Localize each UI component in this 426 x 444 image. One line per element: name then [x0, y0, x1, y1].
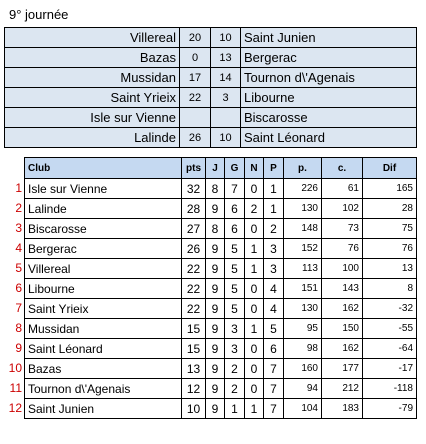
points-against-cell: 100 — [322, 259, 363, 279]
points-for-cell: 130 — [284, 199, 322, 219]
team-name: Mussidan — [25, 319, 182, 339]
match-away-team: Saint Léonard — [241, 128, 417, 148]
won-cell: 5 — [225, 259, 245, 279]
won-cell: 5 — [225, 279, 245, 299]
points-for-cell: 98 — [284, 339, 322, 359]
points-against-cell: 162 — [322, 299, 363, 319]
played-cell: 9 — [206, 279, 225, 299]
match-away-team: Saint Junien — [241, 28, 417, 48]
lost-cell: 7 — [264, 399, 284, 419]
points-cell: 12 — [182, 379, 206, 399]
drawn-cell: 1 — [245, 259, 264, 279]
won-cell: 7 — [225, 179, 245, 199]
difference-cell: -64 — [363, 339, 417, 359]
team-name: Isle sur Vienne — [25, 179, 182, 199]
points-cell: 22 — [182, 299, 206, 319]
match-row — [5, 68, 417, 88]
rank-number: 8 — [15, 321, 22, 335]
played-cell: 9 — [206, 319, 225, 339]
points-for-cell: 152 — [284, 239, 322, 259]
match-away-team: Tournon d\'Agenais — [241, 68, 417, 88]
match-home-score: 26 — [180, 128, 211, 148]
match-row — [5, 28, 417, 48]
team-name: Saint Yrieix — [25, 299, 182, 319]
played-cell: 9 — [206, 259, 225, 279]
lost-cell: 6 — [264, 339, 284, 359]
match-away-score: 10 — [211, 28, 241, 48]
played-cell: 8 — [206, 179, 225, 199]
points-against-cell: 143 — [322, 279, 363, 299]
points-for-cell: 226 — [284, 179, 322, 199]
drawn-cell: 1 — [245, 319, 264, 339]
won-cell: 2 — [225, 379, 245, 399]
points-against-cell: 212 — [322, 379, 363, 399]
played-cell: 9 — [206, 399, 225, 419]
points-against-cell: 76 — [322, 239, 363, 259]
rank-number: 7 — [15, 301, 22, 315]
points-against-cell: 102 — [322, 199, 363, 219]
team-name: Saint Léonard — [25, 339, 182, 359]
match-row — [5, 128, 417, 148]
lost-cell: 4 — [264, 279, 284, 299]
difference-cell: 75 — [363, 219, 417, 239]
match-away-score: 3 — [211, 88, 241, 108]
lost-cell: 7 — [264, 379, 284, 399]
points-against-cell: 73 — [322, 219, 363, 239]
difference-cell: -55 — [363, 319, 417, 339]
lost-cell: 1 — [264, 179, 284, 199]
points-for-cell: 104 — [284, 399, 322, 419]
points-cell: 27 — [182, 219, 206, 239]
points-cell: 13 — [182, 359, 206, 379]
standings-row — [25, 219, 417, 239]
rank-column — [4, 178, 22, 418]
match-home-team: Bazas — [5, 48, 180, 68]
rank-number: 2 — [15, 201, 22, 215]
standings-row — [25, 199, 417, 219]
match-home-score: 22 — [180, 88, 211, 108]
match-home-team: Lalinde — [5, 128, 180, 148]
points-cell: 15 — [182, 339, 206, 359]
match-row — [5, 88, 417, 108]
lost-cell: 1 — [264, 199, 284, 219]
difference-cell: 76 — [363, 239, 417, 259]
column-header: c. — [322, 158, 363, 179]
drawn-cell: 1 — [245, 239, 264, 259]
team-name: Biscarosse — [25, 219, 182, 239]
points-for-cell: 130 — [284, 299, 322, 319]
points-cell: 28 — [182, 199, 206, 219]
drawn-cell: 1 — [245, 399, 264, 419]
played-cell: 9 — [206, 339, 225, 359]
team-name: Lalinde — [25, 199, 182, 219]
drawn-cell: 0 — [245, 299, 264, 319]
match-home-team: Saint Yrieix — [5, 88, 180, 108]
points-cell: 10 — [182, 399, 206, 419]
difference-cell: -118 — [363, 379, 417, 399]
points-cell: 22 — [182, 259, 206, 279]
match-away-team: Bergerac — [241, 48, 417, 68]
match-away-team: Biscarosse — [241, 108, 417, 128]
points-for-cell: 151 — [284, 279, 322, 299]
points-for-cell: 94 — [284, 379, 322, 399]
points-for-cell: 148 — [284, 219, 322, 239]
lost-cell: 4 — [264, 299, 284, 319]
played-cell: 9 — [206, 239, 225, 259]
round-title: 9° journée — [9, 7, 69, 22]
match-results-table — [4, 27, 417, 148]
team-name: Saint Junien — [25, 399, 182, 419]
points-cell: 22 — [182, 279, 206, 299]
points-against-cell: 183 — [322, 399, 363, 419]
rank-number: 4 — [15, 241, 22, 255]
won-cell: 3 — [225, 319, 245, 339]
won-cell: 2 — [225, 359, 245, 379]
team-name: Libourne — [25, 279, 182, 299]
rank-number: 1 — [15, 181, 22, 195]
team-name: Bazas — [25, 359, 182, 379]
won-cell: 5 — [225, 239, 245, 259]
column-header: Dif — [363, 158, 417, 179]
points-against-cell: 150 — [322, 319, 363, 339]
difference-cell: -17 — [363, 359, 417, 379]
standings-table — [24, 157, 417, 419]
match-home-team: Villereal — [5, 28, 180, 48]
played-cell: 9 — [206, 379, 225, 399]
rank-number: 12 — [8, 401, 22, 415]
won-cell: 5 — [225, 299, 245, 319]
column-header: p. — [284, 158, 322, 179]
standings-row — [25, 339, 417, 359]
match-row — [5, 48, 417, 68]
match-home-score: 0 — [180, 48, 211, 68]
team-name: Bergerac — [25, 239, 182, 259]
match-away-score: 14 — [211, 68, 241, 88]
match-home-score — [180, 108, 211, 128]
drawn-cell: 0 — [245, 359, 264, 379]
match-away-score: 13 — [211, 48, 241, 68]
rank-number: 9 — [15, 341, 22, 355]
difference-cell: -79 — [363, 399, 417, 419]
difference-cell: 28 — [363, 199, 417, 219]
points-for-cell: 113 — [284, 259, 322, 279]
played-cell: 9 — [206, 199, 225, 219]
points-cell: 32 — [182, 179, 206, 199]
standings-row — [25, 239, 417, 259]
drawn-cell: 0 — [245, 179, 264, 199]
match-away-score — [211, 108, 241, 128]
rank-number: 10 — [8, 361, 22, 375]
standings-row — [25, 299, 417, 319]
difference-cell: 13 — [363, 259, 417, 279]
points-for-cell: 160 — [284, 359, 322, 379]
standings-row — [25, 379, 417, 399]
drawn-cell: 0 — [245, 219, 264, 239]
standings-row — [25, 359, 417, 379]
standings-row — [25, 319, 417, 339]
column-header: J — [206, 158, 225, 179]
team-name: Villereal — [25, 259, 182, 279]
drawn-cell: 0 — [245, 379, 264, 399]
lost-cell: 3 — [264, 259, 284, 279]
points-cell: 15 — [182, 319, 206, 339]
match-row — [5, 108, 417, 128]
standings-row — [25, 259, 417, 279]
difference-cell: -32 — [363, 299, 417, 319]
column-header: P — [264, 158, 284, 179]
difference-cell: 8 — [363, 279, 417, 299]
rank-number: 11 — [9, 381, 22, 395]
points-cell: 26 — [182, 239, 206, 259]
difference-cell: 165 — [363, 179, 417, 199]
points-against-cell: 61 — [322, 179, 363, 199]
match-away-score: 10 — [211, 128, 241, 148]
team-name: Tournon d\'Agenais — [25, 379, 182, 399]
match-home-team: Isle sur Vienne — [5, 108, 180, 128]
standings-row — [25, 399, 417, 419]
standings-row — [25, 279, 417, 299]
rank-number: 6 — [15, 281, 22, 295]
drawn-cell: 2 — [245, 199, 264, 219]
match-home-team: Mussidan — [5, 68, 180, 88]
points-against-cell: 177 — [322, 359, 363, 379]
played-cell: 9 — [206, 299, 225, 319]
drawn-cell: 0 — [245, 279, 264, 299]
rank-number: 5 — [15, 261, 22, 275]
match-away-team: Libourne — [241, 88, 417, 108]
points-for-cell: 95 — [284, 319, 322, 339]
drawn-cell: 0 — [245, 339, 264, 359]
column-header: pts — [182, 158, 206, 179]
standings-row — [25, 179, 417, 199]
lost-cell: 2 — [264, 219, 284, 239]
won-cell: 6 — [225, 219, 245, 239]
rank-number: 3 — [15, 221, 22, 235]
won-cell: 3 — [225, 339, 245, 359]
played-cell: 9 — [206, 359, 225, 379]
standings-header-row — [25, 158, 417, 179]
lost-cell: 3 — [264, 239, 284, 259]
column-header: N — [245, 158, 264, 179]
lost-cell: 5 — [264, 319, 284, 339]
won-cell: 6 — [225, 199, 245, 219]
points-against-cell: 162 — [322, 339, 363, 359]
played-cell: 8 — [206, 219, 225, 239]
lost-cell: 7 — [264, 359, 284, 379]
won-cell: 1 — [225, 399, 245, 419]
match-home-score: 17 — [180, 68, 211, 88]
column-header: Club — [25, 158, 182, 179]
column-header: G — [225, 158, 245, 179]
match-home-score: 20 — [180, 28, 211, 48]
